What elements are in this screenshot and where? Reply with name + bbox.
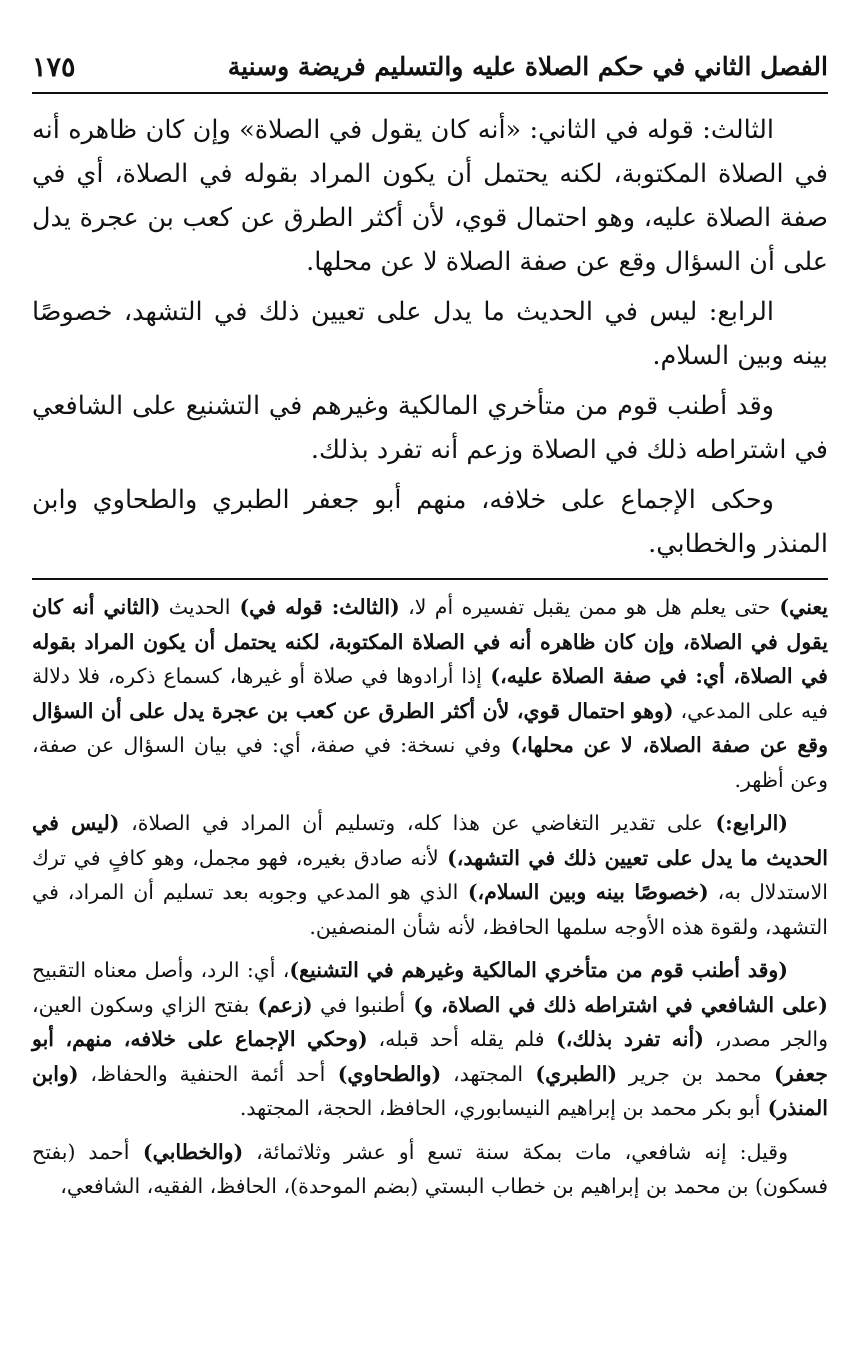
commentary-text: حتى يعلم هل هو ممن يقبل تفسيره أم لا، bbox=[399, 595, 771, 619]
page-number: ١٧٥ bbox=[32, 52, 76, 83]
commentary-text: فلم يقله أحد قبله، bbox=[367, 1027, 545, 1051]
commentary-text: ، أي: الرد، وأصل معناه التقبيح bbox=[32, 958, 290, 982]
commentary-paragraph bbox=[32, 590, 828, 797]
quoted-matn-text: (وابن المنذر) bbox=[32, 1061, 828, 1120]
commentary-text: الحديث bbox=[160, 595, 231, 619]
commentary-text: لأنه صادق بغيره، فهو مجمل، وهو كافٍ في ترك الاستدلال به، bbox=[32, 845, 828, 904]
commentary-text: بفتح الزاي وسكون العين، والجر مصدر، bbox=[32, 992, 829, 1051]
quoted-matn-text: (وهو احتمال قوي، لأن أكثر الطرق عن كعب بن عجرة يدل على أن السؤال وقع عن صفة الصلاة، لا عن محلها،) bbox=[32, 698, 828, 757]
commentary-divider bbox=[32, 578, 828, 580]
commentary-text: أبو بكر محمد بن إبراهيم النيسابوري، الحافظ، الحجة، المجتهد. bbox=[239, 1096, 761, 1120]
commentary-paragraph bbox=[32, 953, 828, 1126]
quoted-matn-text: (الثالث: قوله في) bbox=[230, 595, 400, 619]
quoted-matn-text: (والخطابي) bbox=[129, 1139, 244, 1164]
quoted-matn-text: (زعم) bbox=[249, 992, 313, 1017]
commentary-text: أحمد (بفتح فسكون) بن محمد بن إبراهيم بن خطاب البستي (بضم الموحدة)، الحافظ، الفقيه، الشافعي، bbox=[32, 1139, 828, 1198]
quoted-matn-text: (ليس في الحديث ما يدل على تعيين ذلك في التشهد،) bbox=[32, 811, 828, 870]
commentary-text: أطنبوا في bbox=[312, 992, 406, 1017]
commentary-text: وقيل: إنه شافعي، مات بمكة سنة تسع أو عشر وثلاثمائة، bbox=[243, 1139, 788, 1164]
commentary-text: محمد بن جرير bbox=[617, 1061, 762, 1086]
quoted-matn-text: (وحكي الإجماع على خلافه، منهم، أبو جعفر) bbox=[32, 1027, 828, 1086]
commentary-text: أحد أئمة الحنفية والحفاظ، bbox=[78, 1061, 326, 1086]
main-paragraph-2: الرابع: ليس في الحديث ما يدل على تعيين ذلك في التشهد، خصوصًا بينه وبين السلام. bbox=[32, 297, 828, 371]
commentary-text: وفي نسخة: في صفة، أي: في بيان السؤال عن صفة، وعن أظهر. bbox=[32, 733, 828, 792]
commentary bbox=[32, 590, 828, 1213]
quoted-matn-text: يعني) bbox=[770, 595, 828, 619]
commentary-paragraph bbox=[32, 806, 828, 944]
main-text bbox=[32, 108, 828, 572]
commentary-paragraph bbox=[32, 1135, 828, 1204]
commentary-text: على تقدير التغاضي عن هذا كله، وتسليم أن المراد في الصلاة، bbox=[119, 811, 704, 835]
commentary-text: الذي هو المدعي وجوبه بعد تسليم أن المراد، في التشهد، ولقوة هذه الأوجه سلمها الحافظ، لأنه شأن المنصفين. bbox=[32, 880, 828, 939]
quoted-matn-text: (الرابع:) bbox=[703, 811, 788, 835]
main-paragraph-4: وحكى الإجماع على خلافه، منهم أبو جعفر الطبري والطحاوي وابن المنذر والخطابي. bbox=[32, 485, 828, 559]
quoted-matn-text: (الثاني أنه كان يقول في الصلاة، وإن كان ظاهره أنه في الصلاة المكتوبة، لكنه يحتمل أن يكون المراد بقوله في الصلاة، أي: في صفة الصلاة عليه،) bbox=[32, 595, 828, 688]
quoted-matn-text: (الطبري) bbox=[523, 1061, 618, 1086]
main-paragraph-3: وقد أطنب قوم من متأخري المالكية وغيرهم في التشنيع على الشافعي في اشتراطه ذلك في الصلاة وزعم أنه تفرد بذلك. bbox=[32, 391, 828, 465]
commentary-text: إذا أرادوها في صلاة أو غيرها، كسماع ذكره، فلا دلالة فيه على المدعي، bbox=[32, 664, 828, 723]
page-header bbox=[32, 48, 828, 94]
quoted-matn-text: (وقد أطنب قوم من متأخري المالكية وغيرهم في التشنيع) bbox=[289, 958, 788, 982]
quoted-matn-text: (على الشافعي في اشتراطه ذلك في الصلاة، و) bbox=[405, 992, 829, 1017]
main-paragraph-1: الثالث: قوله في الثاني: «أنه كان يقول في الصلاة» وإن كان ظاهره أنه في الصلاة المكتوبة، لكنه يحتمل أن يكون المراد بقوله في الصلاة، أي في صفة الصلاة عليه، وهو احتمال قوي، لأن أكثر الطرق عن كعب بن عجرة يدل على أن السؤال وقع عن صفة الصلاة لا عن محلها. bbox=[32, 115, 828, 277]
quoted-matn-text: (أنه تفرد بذلك،) bbox=[544, 1027, 704, 1051]
quoted-matn-text: (خصوصًا بينه وبين السلام،) bbox=[458, 880, 709, 904]
commentary-text: المجتهد، bbox=[441, 1061, 524, 1086]
quoted-matn-text: (والطحاوي) bbox=[325, 1061, 442, 1086]
running-title: الفصل الثاني في حكم الصلاة عليه والتسليم فريضة وسنية bbox=[227, 52, 828, 81]
